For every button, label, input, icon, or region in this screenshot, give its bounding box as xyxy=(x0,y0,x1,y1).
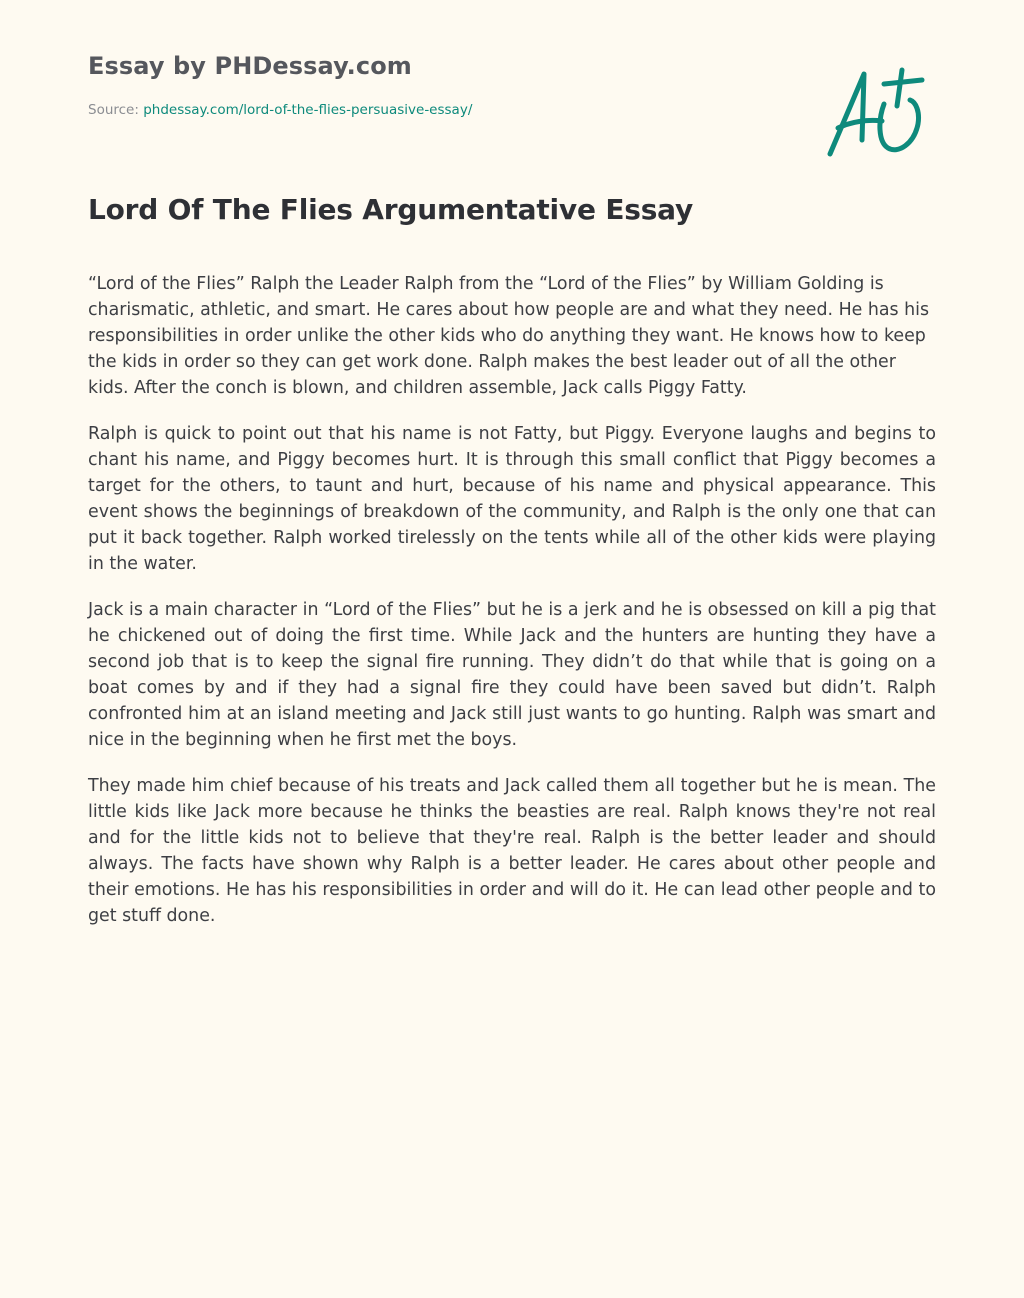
source-line xyxy=(88,101,688,119)
site-brand: Essay by PHDessay.com xyxy=(88,52,412,80)
essay-title: Lord Of The Flies Argumentative Essay xyxy=(88,193,694,226)
essay-paragraph: Ralph is quick to point out that his name is not Fatty, but Piggy. Everyone laughs and begins to chant his name, and Piggy becomes hurt. It is through this small conflict that Piggy becomes a target for the others, to taunt and hurt, because of his name and physical appearance. This event shows the beginnings of breakdown of the community, and Ralph is the only one that can put it back together. Ralph worked tirelessly on the tents while all of the other kids were playing in the water. xyxy=(88,424,936,574)
essay-body xyxy=(88,271,936,949)
essay-paragraph: Jack is a main character in “Lord of the Flies” but he is a jerk and he is obsessed on kill a pig that he chickened out of doing the first time. While Jack and the hunters are hunting they have a second job that is to keep the signal fire running. They didn’t do that while that is going on a boat comes by and if they had a signal fire they could have been saved but didn’t. Ralph confronted him at an island meeting and Jack still just wants to go hunting. Ralph was smart and nice in the beginning when he first met the boys. xyxy=(88,600,936,750)
source-label: Source: xyxy=(88,102,144,118)
source-link[interactable]: phdessay.com/lord-of-the-flies-persuasive-essay/ xyxy=(143,102,473,118)
page-header xyxy=(88,50,688,119)
essay-paragraph: They made him chief because of his treats and Jack called them all together but he is mean. The little kids like Jack more because he thinks the beasties are real. Ralph knows they're not real and for the little kids not to believe that they're real. Ralph is the better leader and should always. The facts have shown why Ralph is a better leader. He cares about other people and their emotions. He has his responsibilities in order and will do it. He can lead other people and to get stuff done. xyxy=(88,776,936,926)
a-plus-grade-icon xyxy=(818,62,930,162)
essay-paragraph: “Lord of the Flies” Ralph the Leader Ralph from the “Lord of the Flies” by William Golding is charismatic, athletic, and smart. He cares about how people are and what they need. He has his responsibilities in order unlike the other kids who do anything they want. He knows how to keep the kids in order so they can get work done. Ralph makes the best leader out of all the other kids. After the conch is blown, and children assemble, Jack calls Piggy Fatty. xyxy=(88,274,930,398)
